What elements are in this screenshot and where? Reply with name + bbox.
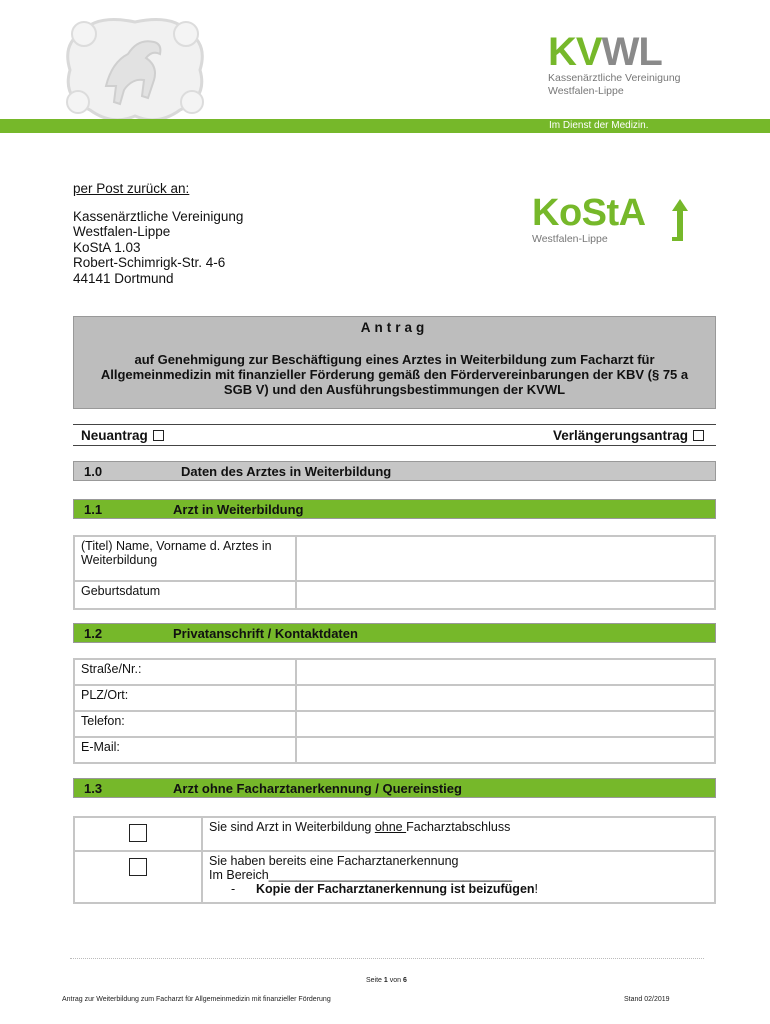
name-input[interactable] <box>296 536 715 581</box>
kvwl-logo <box>548 32 698 100</box>
footer-document-title: Antrag zur Weiterbildung zum Facharzt für Allgemeinmedizin mit finanzieller Förderung <box>62 996 331 1003</box>
slogan: Im Dienst der Medizin. <box>549 120 649 131</box>
name-label: (Titel) Name, Vorname d. Arztes in Weiterbildung <box>74 536 296 581</box>
table-row <box>74 817 715 851</box>
phone-input[interactable] <box>296 711 715 737</box>
extension-application-option <box>553 428 704 443</box>
option-1-text <box>202 817 715 851</box>
kosta-logo-letters: KoStA <box>532 192 646 234</box>
arrow-up-icon <box>670 197 690 247</box>
table-row <box>74 685 715 711</box>
doctor-data-table <box>73 535 716 610</box>
address-line: Robert-Schimrigk-Str. 4-6 <box>73 255 226 270</box>
section-label: Arzt ohne Facharztanerkennung / Quereinstieg <box>173 781 462 796</box>
page-current: 1 <box>383 977 388 984</box>
street-label: Straße/Nr.: <box>74 659 296 685</box>
kvwl-logo-line1: Kassenärztliche Vereinigung <box>548 72 681 84</box>
antrag-title-box <box>73 316 716 409</box>
address-line: KoStA 1.03 <box>73 239 141 255</box>
address-line: Kassenärztliche Vereinigung <box>73 208 244 224</box>
page-total: 6 <box>403 977 407 984</box>
address-line: Westfalen-Lippe <box>73 224 171 239</box>
table-row <box>74 659 715 685</box>
header-green-bar <box>0 119 770 133</box>
return-address-block <box>73 181 243 286</box>
section-1-3-header <box>73 778 716 798</box>
option-2-note <box>209 882 708 896</box>
table-row <box>74 536 715 581</box>
has-specialist-checkbox[interactable] <box>129 858 147 876</box>
no-specialist-checkbox[interactable] <box>129 824 147 842</box>
option-1-text-underlined: ohne <box>374 820 407 834</box>
section-1-0-header <box>73 461 716 481</box>
note-dash: - <box>231 882 236 896</box>
table-row <box>74 737 715 763</box>
street-input[interactable] <box>296 659 715 685</box>
address-line: 44141 Dortmund <box>73 270 174 286</box>
page-number <box>366 977 407 984</box>
new-application-option <box>81 428 164 443</box>
extension-application-label: Verlängerungsantrag <box>552 428 688 443</box>
westphalia-horse-crest-icon <box>62 14 208 122</box>
extension-application-checkbox[interactable] <box>693 430 704 441</box>
option-1-text-pre: Sie sind Arzt in Weiterbildung <box>209 820 375 834</box>
option-2-checkbox-cell <box>74 851 202 903</box>
specialist-options-table <box>73 816 716 904</box>
section-number: 1.2 <box>84 626 103 641</box>
note-excl: ! <box>534 882 539 896</box>
section-1-1-header <box>73 499 716 519</box>
section-number: 1.1 <box>84 502 103 517</box>
city-label: PLZ/Ort: <box>74 685 296 711</box>
section-label: Daten des Arztes in Weiterbildung <box>181 464 392 479</box>
page-middle: von <box>387 977 403 984</box>
option-2-text <box>202 851 715 903</box>
note-bold: Kopie der Facharztanerkennung ist beizufügen <box>256 882 535 896</box>
section-label: Privatanschrift / Kontaktdaten <box>173 626 358 641</box>
option-1-checkbox-cell <box>74 817 202 851</box>
table-row <box>74 851 715 903</box>
option-2-field-line[interactable]: Im Bereich___________________________________ <box>209 868 513 882</box>
email-input[interactable] <box>296 737 715 763</box>
birthdate-label: Geburtsdatum <box>74 581 296 609</box>
contact-data-table <box>73 658 716 764</box>
section-number: 1.0 <box>84 464 103 479</box>
table-row <box>74 581 715 609</box>
table-row <box>74 711 715 737</box>
new-application-label: Neuantrag <box>81 428 148 443</box>
antrag-description: auf Genehmigung zur Beschäftigung eines Arztes in Weiterbildung zum Facharzt für Allgemeinmedizin mit finanzieller Förderung gemäß den Fördervereinbarungen der KBV (§ 75 a SGB V) und den Ausführungsbestimmungen der KVWL <box>100 352 689 397</box>
birthdate-input[interactable] <box>296 581 715 609</box>
new-application-checkbox[interactable] <box>153 430 164 441</box>
antrag-title: Antrag <box>360 320 429 335</box>
return-address-title: per Post zurück an: <box>73 181 190 196</box>
kvwl-letters-text: KVWL <box>548 30 662 74</box>
page-prefix: Seite <box>366 977 384 984</box>
kvwl-logo-letters <box>548 32 698 72</box>
section-number: 1.3 <box>84 781 103 796</box>
option-2-line1: Sie haben bereits eine Facharztanerkennung <box>209 854 459 868</box>
section-label: Arzt in Weiterbildung <box>173 502 304 517</box>
email-label: E-Mail: <box>74 737 296 763</box>
footer-divider <box>70 958 704 959</box>
section-1-2-header <box>73 623 716 643</box>
phone-label: Telefon: <box>74 711 296 737</box>
application-type-row <box>73 424 716 446</box>
kvwl-logo-line2: Westfalen-Lippe <box>548 85 624 97</box>
city-input[interactable] <box>296 685 715 711</box>
kosta-logo <box>532 193 692 251</box>
footer-stand: Stand 02/2019 <box>624 996 670 1003</box>
kosta-logo-sub: Westfalen-Lippe <box>532 233 608 245</box>
option-1-text-post: Facharztabschluss <box>406 820 511 834</box>
